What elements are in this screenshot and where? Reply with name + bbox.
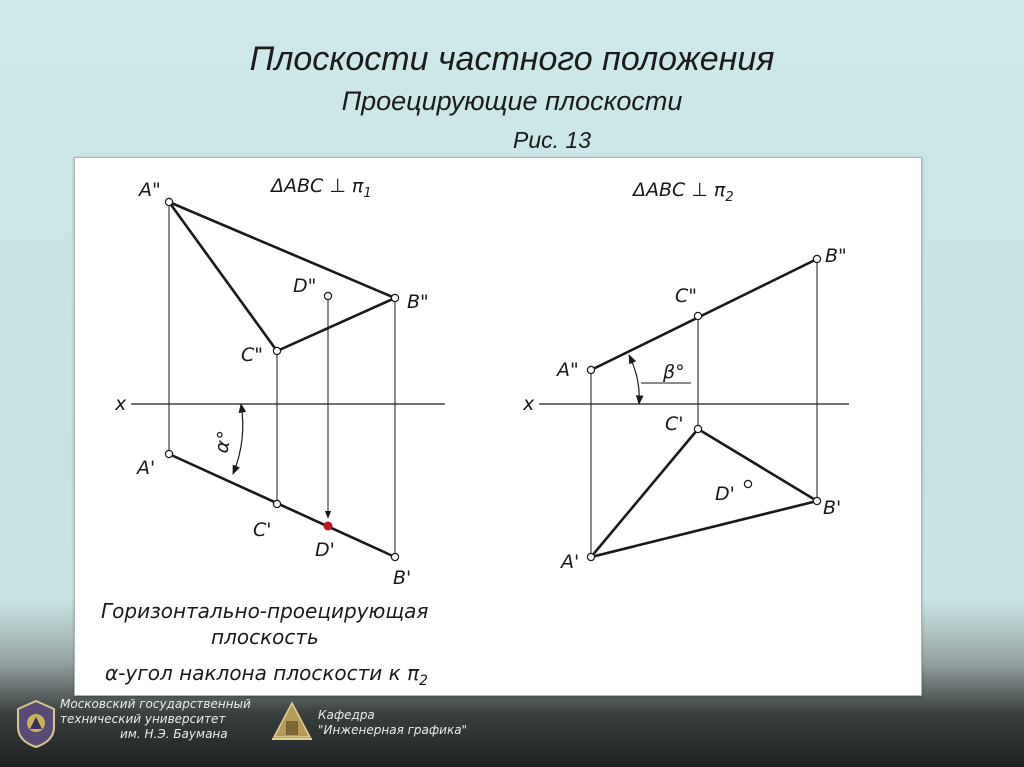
caption-line-3: α-угол наклона плоскости к $\pi_2$ [105,661,429,689]
left-formula: ΔABC ⊥ $\pi_1$ [271,175,372,201]
left-label-c1: C' [253,519,272,541]
left-diagram [131,198,445,560]
left-label-d2: D" [293,275,317,297]
right-label-b2: B" [825,245,847,267]
right-triangle-horizontal [591,429,817,557]
projection-drawing [75,158,921,695]
right-label-a1: A' [561,551,580,573]
right-label-b1: B' [823,497,842,519]
right-label-c1: C' [665,413,684,435]
left-point-d1 [324,522,332,530]
right-point-c2 [694,312,701,319]
left-label-a2: A" [139,179,161,201]
left-point-c1 [273,500,280,507]
right-frontal-trace [591,259,817,370]
right-label-a2: A" [557,359,579,381]
left-point-d2 [324,292,331,299]
slide-subtitle: Проецирующие плоскости [341,86,683,116]
right-label-d1: D' [715,483,735,505]
figure-number: Рис. 13 [513,127,591,153]
right-point-a1 [587,553,594,560]
right-point-c1 [694,425,701,432]
left-label-x: x [115,393,127,415]
university-emblem-icon [14,699,58,749]
left-label-c2: C" [241,344,264,366]
department-logo-icon [270,697,314,743]
right-point-b2 [813,255,820,262]
left-label-d1: D' [315,539,335,561]
left-point-b2 [391,294,398,301]
university-name: Московский государственный технический университет им. Н.Э. Баумана [60,697,251,741]
right-label-angle: β° [663,361,685,383]
left-label-angle: α° [210,428,237,456]
caption-line-2: плоскость [211,625,319,649]
left-point-c2 [273,347,280,354]
right-point-d1 [744,480,751,487]
left-label-a1: A' [137,457,156,479]
department-name: Кафедра "Инженерная графика" [318,708,468,737]
slide-title: Плоскости частного положения [249,40,775,78]
left-point-a2 [165,198,172,205]
right-angle-arc [629,355,639,404]
caption-line-1: Горизонтально-проецирующая [101,599,429,623]
left-horizontal-trace [169,454,395,557]
left-label-b1: B' [393,567,412,589]
right-label-x: x [523,393,535,415]
right-point-b1 [813,497,820,504]
right-formula: ΔABC ⊥ $\pi_2$ [633,179,734,205]
left-triangle-frontal [169,202,395,351]
right-point-a2 [587,366,594,373]
right-label-c2: C" [675,285,698,307]
drawing-panel [74,157,922,696]
left-label-b2: B" [407,291,429,313]
left-point-b1 [391,553,398,560]
left-point-a1 [165,450,172,457]
